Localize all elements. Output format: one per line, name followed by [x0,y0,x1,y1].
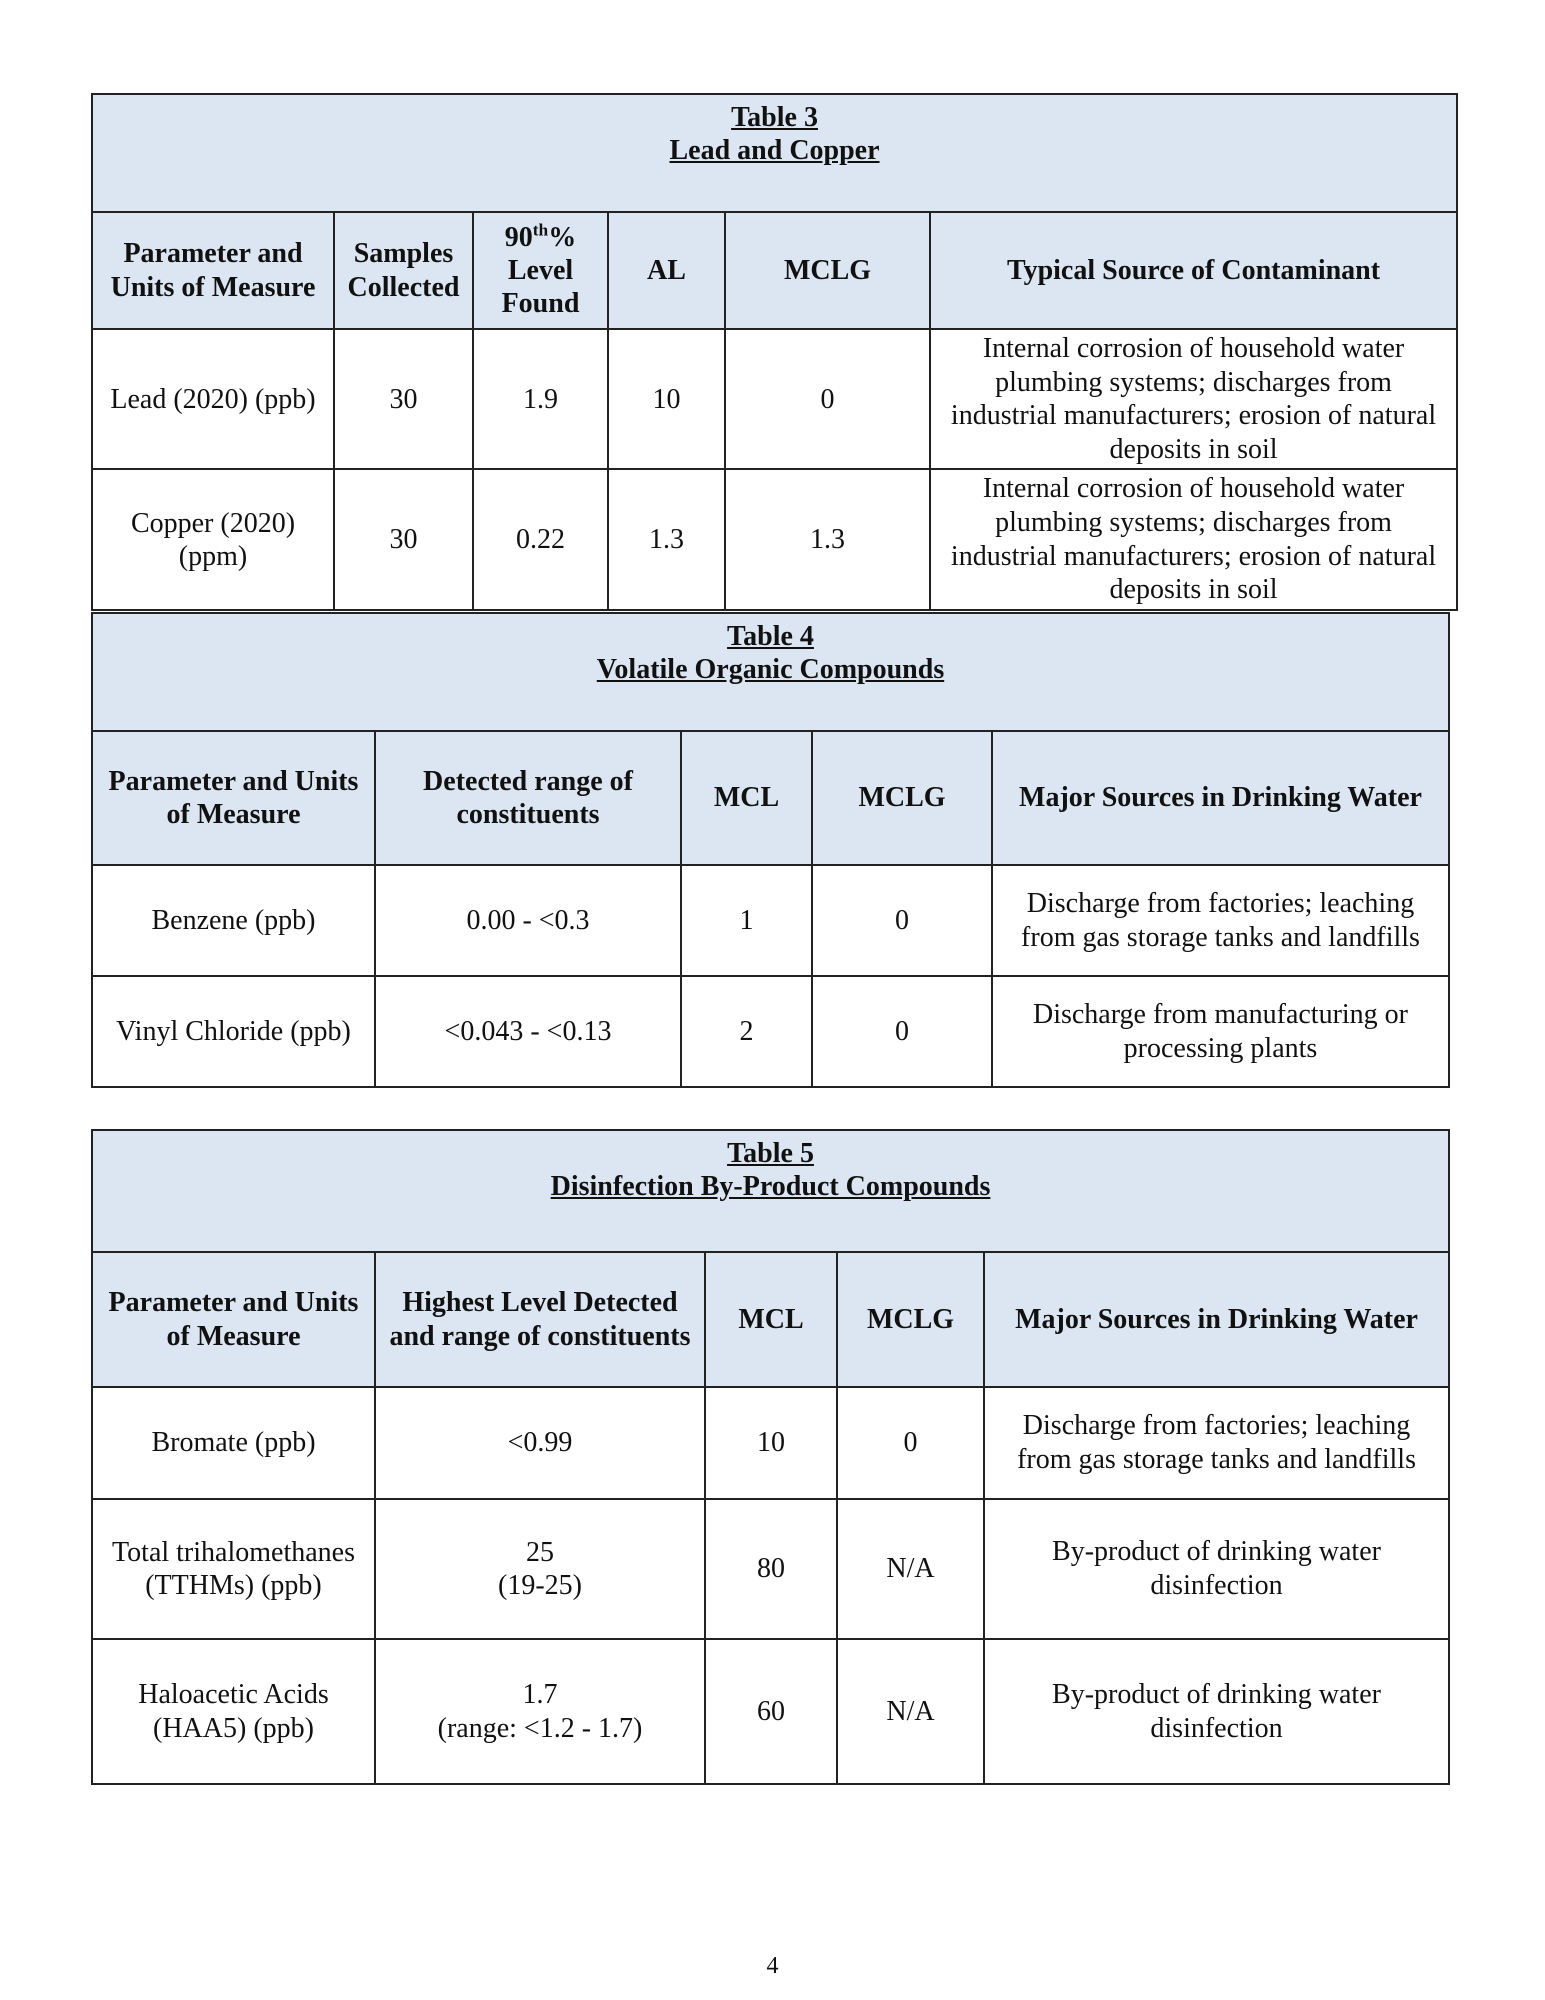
table-row [92,1639,1449,1784]
cell-parameter: Total trihalomethanes (TTHMs) (ppb) [92,1499,375,1639]
cell-mclg: 0 [725,329,930,469]
cell-mclg: 1.3 [725,469,930,609]
cell-source: Discharge from manufacturing or processing plants [992,976,1449,1087]
cell-range: 0.00 - <0.3 [375,865,681,976]
cell-range [375,1499,705,1639]
table-subtitle: Lead and Copper [669,135,880,167]
header-level-number: 90 [504,221,533,253]
header-source: Typical Source of Contaminant [930,212,1457,329]
header-samples: Samples Collected [334,212,473,329]
header-mclg: MCLG [837,1252,984,1387]
table-title-block [92,94,1457,212]
header-source: Major Sources in Drinking Water [992,731,1449,865]
table-title-block [92,1130,1449,1252]
cell-level: 0.22 [473,469,608,609]
cell-range-detail: (19-25) [498,1570,582,1601]
table-row [92,469,1457,609]
cell-mcl: 80 [705,1499,837,1639]
header-level-superscript: th [532,220,549,240]
header-mcl: MCL [681,731,812,865]
header-al: AL [608,212,725,329]
header-parameter: Parameter and Units of Measure [92,731,375,865]
cell-samples: 30 [334,469,473,609]
header-90th-level [473,212,608,329]
table-title-block [92,613,1449,731]
table-subtitle: Disinfection By-Product Compounds [550,1171,991,1203]
cell-mcl: 1 [681,865,812,976]
cell-al: 10 [608,329,725,469]
cell-source: By-product of drinking water disinfection [984,1639,1449,1784]
cell-mclg: N/A [837,1639,984,1784]
cell-range-detail: (range: <1.2 - 1.7) [437,1712,643,1744]
cell-parameter: Haloacetic Acids (HAA5) (ppb) [92,1639,375,1784]
cell-range-value: 1.7 [522,1679,558,1711]
table-title: Table 5 [727,1138,814,1169]
cell-mclg: 0 [812,865,992,976]
cell-source: By-product of drinking water disinfection [984,1499,1449,1639]
cell-parameter: Lead (2020) (ppb) [92,329,334,469]
cell-range-value: 25 [526,1536,554,1568]
cell-mcl: 60 [705,1639,837,1784]
cell-mcl: 2 [681,976,812,1087]
table-title: Table 4 [727,621,814,652]
header-level-text: % Level Found [501,221,580,320]
table-title: Table 3 [731,102,818,133]
cell-level: 1.9 [473,329,608,469]
cell-mclg: 0 [837,1387,984,1499]
cell-parameter: Vinyl Chloride (ppb) [92,976,375,1087]
cell-parameter: Copper (2020) (ppm) [92,469,334,609]
cell-source: Internal corrosion of household water plumbing systems; discharges from industrial manufacturers; erosion of natural deposits in soil [930,469,1457,609]
table-row [92,1499,1449,1639]
table-row [92,1387,1449,1499]
header-mclg: MCLG [812,731,992,865]
cell-samples: 30 [334,329,473,469]
header-parameter: Parameter and Units of Measure [92,212,334,329]
table-volatile-organic-compounds [91,612,1450,1088]
cell-source: Discharge from factories; leaching from gas storage tanks and landfills [984,1387,1449,1499]
cell-range [375,1639,705,1784]
table-row [92,329,1457,469]
table-lead-copper [91,93,1458,611]
page-number: 4 [766,1953,779,1979]
table-row [92,976,1449,1087]
header-range: Detected range of constituents [375,731,681,865]
header-source: Major Sources in Drinking Water [984,1252,1449,1387]
cell-mclg: N/A [837,1499,984,1639]
header-mcl: MCL [705,1252,837,1387]
cell-al: 1.3 [608,469,725,609]
header-mclg: MCLG [725,212,930,329]
table-subtitle: Volatile Organic Compounds [596,654,945,686]
cell-range [375,1387,705,1499]
header-parameter: Parameter and Units of Measure [92,1252,375,1387]
cell-mclg: 0 [812,976,992,1087]
table-row [92,865,1449,976]
cell-source: Discharge from factories; leaching from gas storage tanks and landfills [992,865,1449,976]
cell-parameter: Benzene (ppb) [92,865,375,976]
header-range: Highest Level Detected and range of constituents [375,1252,705,1387]
cell-range: <0.043 - <0.13 [375,976,681,1087]
cell-parameter: Bromate (ppb) [92,1387,375,1499]
cell-range-value: <0.99 [507,1427,573,1459]
table-disinfection-by-products [91,1129,1450,1785]
cell-mcl: 10 [705,1387,837,1499]
cell-source: Internal corrosion of household water plumbing systems; discharges from industrial manufacturers; erosion of natural deposits in soil [930,329,1457,469]
